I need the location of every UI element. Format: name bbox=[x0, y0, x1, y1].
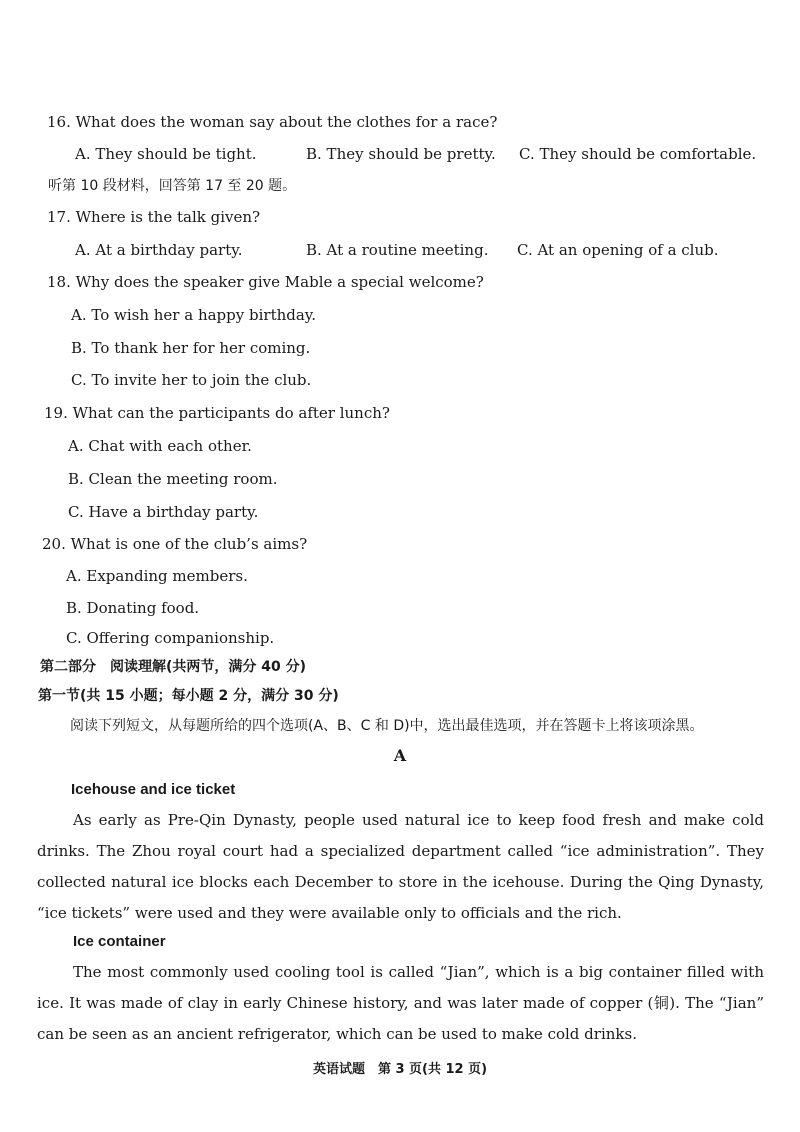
passage-heading-icehouse: Icehouse and ice ticket bbox=[71, 781, 236, 798]
passage-paragraph-2-text: The most commonly used cooling tool is called “Jian”, which is a big container filled with ice. It was made of clay in early Chinese history, and was later made of copper (铜). The “Jian” can be seen as an ancient refrigerator, which can be used to make cold drinks. bbox=[37, 963, 764, 1043]
q18-option-a: A. To wish her a happy birthday. bbox=[71, 306, 317, 324]
passage-label: A bbox=[393, 746, 407, 765]
q20-option-a: A. Expanding members. bbox=[66, 567, 248, 585]
q18-option-b: B. To thank her for her coming. bbox=[71, 339, 311, 357]
passage-paragraph-1-text: As early as Pre-Qin Dynasty, people used natural ice to keep food fresh and make cold drinks. The Zhou royal court had a specialized department called “ice administration”. They collected natural ice blocks each December to store in the icehouse. During the Qing Dynasty, “ice tickets” were used and they were available only to officials and the rich. bbox=[37, 811, 764, 922]
question-19: 19. What can the participants do after lunch? bbox=[44, 404, 390, 422]
q17-option-b: B. At a routine meeting. bbox=[306, 241, 489, 259]
question-16: 16. What does the woman say about the clothes for a race? bbox=[47, 113, 498, 131]
q16-option-a: A. They should be tight. bbox=[75, 145, 257, 163]
q17-option-a: A. At a birthday party. bbox=[75, 241, 243, 259]
passage-paragraph-1 bbox=[37, 805, 764, 929]
q17-option-c: C. At an opening of a club. bbox=[517, 241, 719, 259]
q18-option-c: C. To invite her to join the club. bbox=[71, 371, 312, 389]
question-20: 20. What is one of the club’s aims? bbox=[42, 535, 308, 553]
q19-option-b: B. Clean the meeting room. bbox=[68, 470, 278, 488]
q20-option-b: B. Donating food. bbox=[66, 599, 200, 617]
q20-option-c: C. Offering companionship. bbox=[66, 629, 275, 647]
question-18: 18. Why does the speaker give Mable a special welcome? bbox=[47, 273, 484, 291]
question-17-options bbox=[0, 240, 800, 260]
part-2-heading: 第二部分 阅读理解(共两节，满分 40 分) bbox=[40, 659, 307, 675]
q16-option-c: C. They should be comfortable. bbox=[519, 145, 757, 163]
passage-heading-ice-container: Ice container bbox=[73, 933, 166, 950]
q16-option-b: B. They should be pretty. bbox=[306, 145, 496, 163]
reading-instruction: 阅读下列短文，从每题所给的四个选项(A、B、C 和 D)中，选出最佳选项，并在答题卡上将该项涂黑。 bbox=[70, 718, 704, 734]
passage-paragraph-2 bbox=[37, 957, 764, 1050]
q19-option-c: C. Have a birthday party. bbox=[68, 503, 259, 521]
question-16-options bbox=[0, 144, 800, 164]
section-1-heading: 第一节(共 15 小题；每小题 2 分，满分 30 分) bbox=[38, 688, 339, 704]
material-10-instruction: 听第 10 段材料，回答第 17 至 20 题。 bbox=[48, 178, 297, 194]
page-footer: 英语试题 第 3 页(共 12 页) bbox=[312, 1062, 488, 1077]
q19-option-a: A. Chat with each other. bbox=[68, 437, 252, 455]
question-17: 17. Where is the talk given? bbox=[47, 208, 261, 226]
